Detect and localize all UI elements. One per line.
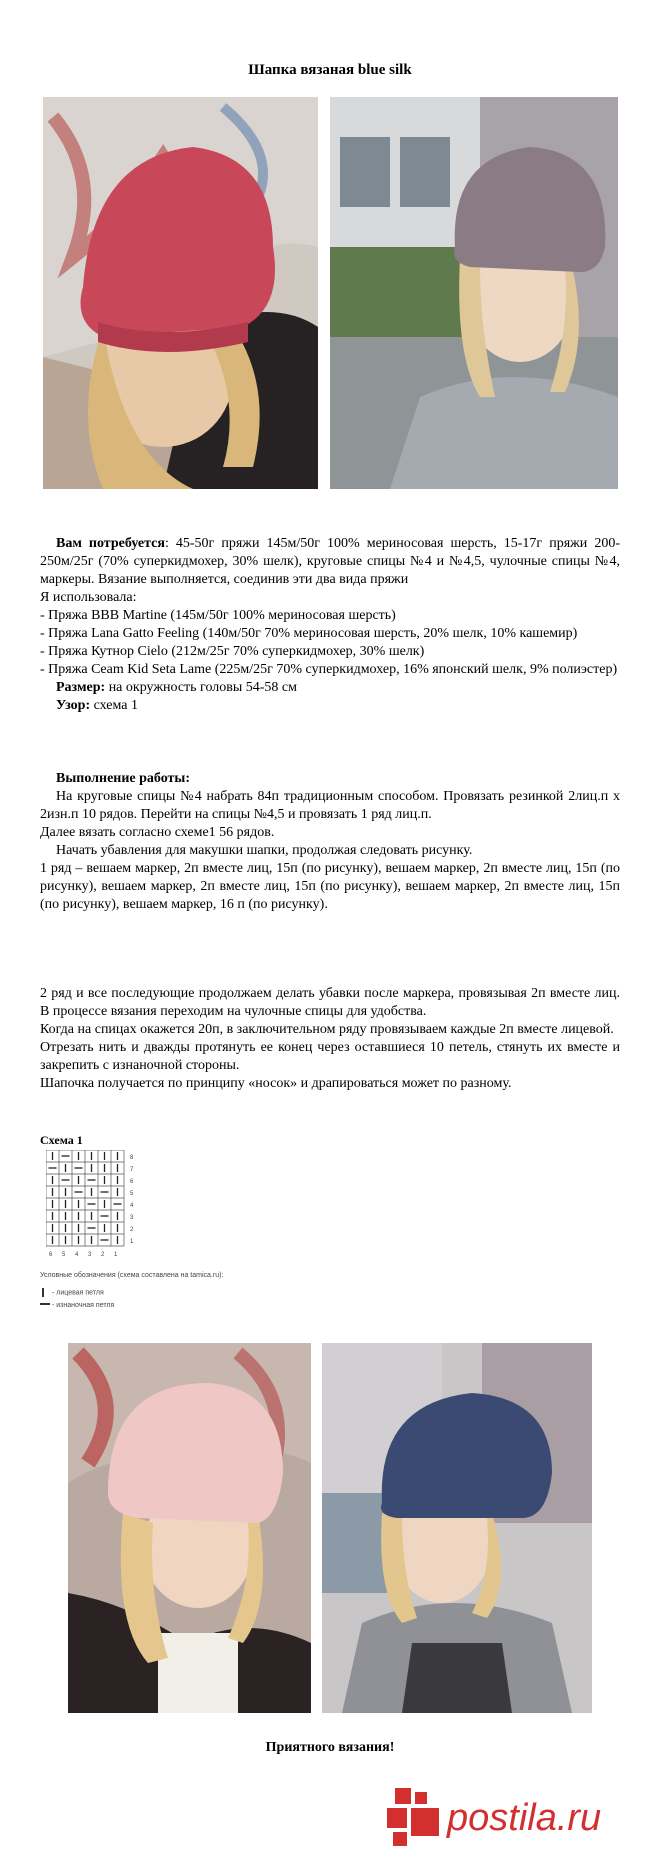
row-number: 2 xyxy=(130,1227,134,1233)
postila-logo xyxy=(385,1778,655,1850)
page-title: Шапка вязаная blue silk xyxy=(248,62,412,78)
postila-logo-text: postila.ru xyxy=(447,1797,602,1839)
schema-title: Схема 1 xyxy=(40,1133,83,1147)
instructions-block xyxy=(40,770,620,914)
row-number: 5 xyxy=(130,1191,134,1197)
knit-symbol-icon xyxy=(42,1288,44,1297)
instructions-p4: 1 ряд – вешаем маркер, 2п вместе лиц, 15п (по рисунку), вешаем маркер, 2п вместе лиц, 15п (по рисунку), вешаем маркер, 2п вместе лиц, 15п (по рисунку), вешаем маркер, 2п вместе лиц, 15п (по рисунку), вешаем маркер, 16 п (по рисунку). xyxy=(40,861,620,912)
legend-purl xyxy=(40,1302,114,1309)
materials-label: Вам потребуется xyxy=(56,536,165,551)
photo-pink-hat xyxy=(68,1343,311,1713)
instructions-p5: 2 ряд и все последующие продолжаем делать убавки после маркера, провязывая 2п вместе лиц. В процессе вязания переходим на чулочные спицы для удобства. xyxy=(40,986,620,1019)
yarn-item: - Пряжа Кутнор Cielo (212м/25г 70% суперкидмохер, 30% шелк) xyxy=(40,644,425,659)
size-label: Размер: xyxy=(56,680,106,695)
photo-red-hat xyxy=(43,97,318,489)
instructions-p1: На круговые спицы №4 набрать 84п традиционным способом. Провязать резинкой 2лиц.п х 2изн.п 10 рядов. Перейти на спицы №4,5 и провязать 1 ряд лиц.п. xyxy=(40,789,620,822)
instructions-p6: Когда на спицах окажется 20п, в заключительном ряду провязываем каждые 2п вместе лицевой. xyxy=(40,1022,614,1037)
row-number: 4 xyxy=(130,1203,134,1209)
legend-title: Условные обозначения (схема составлена на tamica.ru): xyxy=(40,1272,224,1279)
yarn-item: - Пряжа Lana Gatto Feeling (140м/50г 70% мериносовая шерсть, 20% шелк, 10% кашемир) xyxy=(40,626,578,641)
row-number: 8 xyxy=(130,1155,134,1161)
col-number: 2 xyxy=(101,1252,105,1258)
col-number: 3 xyxy=(88,1252,92,1258)
materials-text: : 45-50г пряжи 145м/50г 100% мериносовая шерсть, 15-17г пряжи 200-250м/25г (70% суперкидмохер, 30% шелк), круговые спицы №4 и №4,5, чулочные спицы №4, маркеры. Вязание выполняется, соединив эти два вида пряжи xyxy=(40,536,621,587)
closing-text: Приятного вязания! xyxy=(265,1740,395,1755)
materials-block xyxy=(40,535,620,715)
pattern-label: Узор: xyxy=(56,698,91,713)
pattern-value: схема 1 xyxy=(90,698,138,713)
legend-knit-text: - лицевая петля xyxy=(52,1289,104,1297)
col-number: 5 xyxy=(62,1252,66,1258)
col-number: 4 xyxy=(75,1252,79,1258)
knitting-chart xyxy=(46,1150,146,1270)
instructions-p8: Шапочка получается по принципу «носок» и драпироваться может по разному. xyxy=(40,1076,512,1091)
instructions-block-2 xyxy=(40,985,620,1093)
row-number: 7 xyxy=(130,1167,134,1173)
legend-purl-text: - изнаночная петля xyxy=(52,1302,115,1309)
row-number: 1 xyxy=(130,1239,134,1245)
photo-gray-hat xyxy=(330,97,618,489)
postila-logo-icon xyxy=(387,1788,439,1846)
row-number: 3 xyxy=(130,1215,134,1221)
col-number: 6 xyxy=(49,1252,53,1258)
row-number: 6 xyxy=(130,1179,134,1185)
legend-knit xyxy=(40,1288,104,1297)
instructions-heading: Выполнение работы: xyxy=(56,771,191,786)
instructions-p3: Начать убавления для макушки шапки, продолжая следовать рисунку. xyxy=(56,843,473,858)
used-intro: Я использовала: xyxy=(40,590,137,605)
yarn-item: - Пряжа Ceam Kid Seta Lame (225м/25г 70% суперкидмохер, 16% японский шелк, 9% полиэстер) xyxy=(40,662,618,677)
purl-symbol-icon xyxy=(40,1303,50,1305)
photo-navy-hat xyxy=(322,1343,592,1713)
yarn-item: - Пряжа BBB Martine (145м/50г 100% мериносовая шерсть) xyxy=(40,608,396,623)
instructions-p2: Далее вязать согласно схеме1 56 рядов. xyxy=(40,825,275,840)
instructions-p7: Отрезать нить и дважды протянуть ее конец через оставшиеся 10 петель, стянуть их вместе и закрепить с изнаночной стороны. xyxy=(40,1040,620,1073)
col-number: 1 xyxy=(114,1252,118,1258)
size-value: на окружность головы 54-58 см xyxy=(105,680,298,695)
